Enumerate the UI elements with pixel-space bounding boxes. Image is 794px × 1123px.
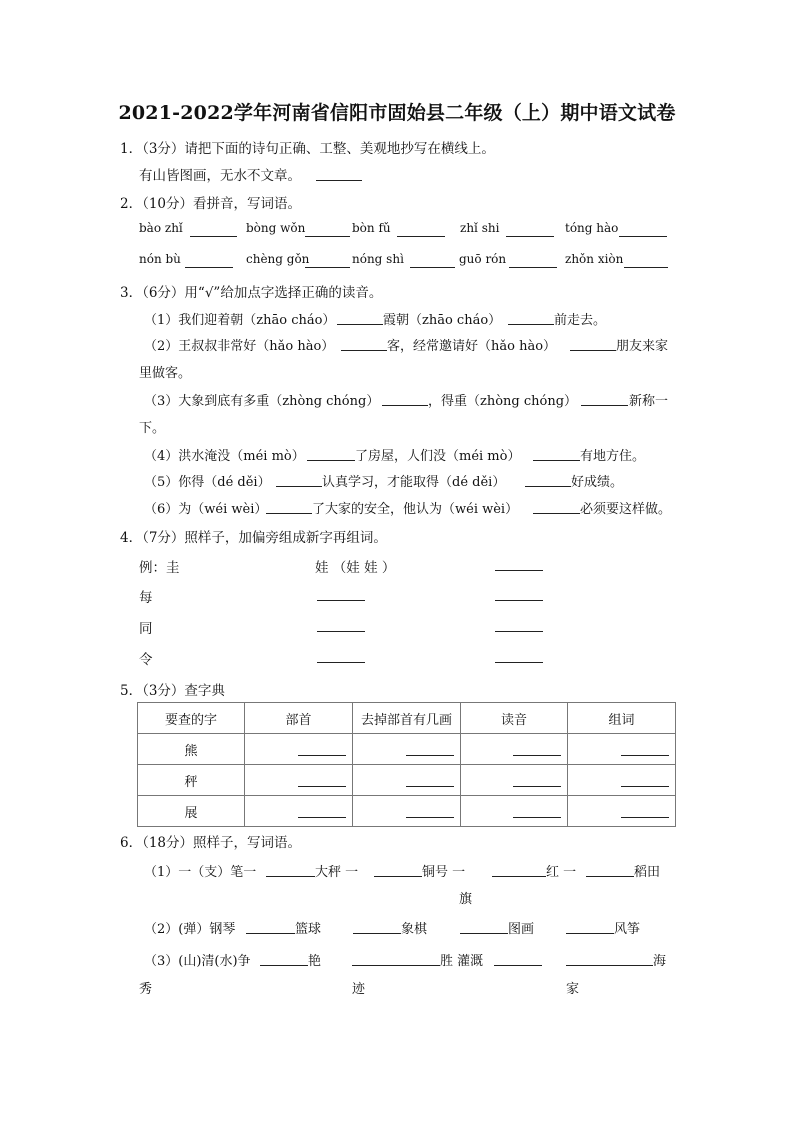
q3-line5-blank2[interactable] bbox=[525, 486, 571, 487]
q6-line2-blank2[interactable] bbox=[353, 933, 401, 934]
table-cell[interactable] bbox=[461, 796, 568, 827]
q1-heading: 1．（3分）请把下面的诗句正确、工整、美观地抄写在横线上。 bbox=[120, 141, 495, 157]
q3-line4-c: 有地方住。 bbox=[580, 449, 646, 464]
q2-pinyin-10: zhǒn xiòn bbox=[565, 252, 624, 266]
q6-line1-b: 大秤 一 bbox=[315, 865, 359, 880]
q3-line1-blank1[interactable] bbox=[337, 324, 383, 325]
q2-pinyin-1: bào zhǐ bbox=[139, 221, 183, 235]
q2-blank-6[interactable] bbox=[185, 267, 233, 268]
q4-blank-1b[interactable] bbox=[495, 600, 543, 601]
q6-line1-a: （1）一（支）笔一 bbox=[144, 865, 257, 880]
q5-heading: 5．（3分）查字典 bbox=[120, 683, 225, 699]
q6-line1-blank1[interactable] bbox=[266, 876, 315, 877]
q6-line3-blank1[interactable] bbox=[260, 965, 308, 966]
table-header: 组词 bbox=[568, 703, 676, 734]
table-cell[interactable] bbox=[245, 796, 353, 827]
q3-line3-a: （3）大象到底有多重（zhòng chóng） bbox=[144, 394, 380, 409]
q3-line2-c: 朋友来家 bbox=[616, 339, 669, 354]
q3-line2-b: 客，经常邀请好（hǎo hào） bbox=[387, 339, 557, 354]
q2-blank-10[interactable] bbox=[624, 267, 668, 268]
q6-line1-e: 稻田 bbox=[634, 865, 661, 880]
q2-pinyin-8: nóng shì bbox=[352, 252, 404, 266]
table-header: 去掉部首有几画 bbox=[353, 703, 461, 734]
q3-line1-b: 霞朝（zhāo cháo） bbox=[383, 313, 502, 328]
q6-line3-blank2[interactable] bbox=[352, 965, 440, 966]
table-cell[interactable] bbox=[568, 734, 676, 765]
q2-blank-4[interactable] bbox=[506, 236, 554, 237]
q3-line5-b: 认真学习，才能取得（dé děi） bbox=[322, 475, 506, 490]
q6-line2-blank1[interactable] bbox=[246, 933, 295, 934]
q3-line3-cont: 下。 bbox=[139, 421, 166, 436]
q6-line1-blank3[interactable] bbox=[492, 876, 546, 877]
q3-line5-a: （5）你得（dé děi） bbox=[144, 475, 271, 490]
q2-blank-8[interactable] bbox=[410, 267, 455, 268]
q2-heading: 2．（10分）看拼音，写词语。 bbox=[120, 196, 302, 212]
q3-line4-a: （4）洪水淹没（méi mò） bbox=[144, 449, 305, 464]
page-title: 2021-2022学年河南省信阳市固始县二年级（上）期中语文试卷 bbox=[118, 102, 676, 124]
q6-line3-d: 海 bbox=[653, 954, 667, 969]
table-cell[interactable] bbox=[245, 765, 353, 796]
table-cell[interactable] bbox=[461, 734, 568, 765]
q3-line2-a: （2）王叔叔非常好（hǎo hào） bbox=[144, 339, 335, 354]
table-cell[interactable] bbox=[568, 796, 676, 827]
q6-line3-a: （3）(山)清(水)争 bbox=[144, 954, 251, 969]
q6-line1-d: 红 一 bbox=[546, 865, 577, 880]
q6-line2-b: 篮球 bbox=[295, 922, 322, 937]
q3-line3-blank2[interactable] bbox=[581, 405, 628, 406]
q6-line2-e: 风筝 bbox=[614, 922, 641, 937]
q6-line3-cont-2: 迹 bbox=[352, 982, 366, 997]
q6-line2-blank4[interactable] bbox=[566, 933, 614, 934]
q2-pinyin-2: bòng wǒn bbox=[246, 221, 306, 235]
q4-char-2: 同 bbox=[139, 621, 153, 637]
q4-char-1: 每 bbox=[139, 590, 153, 606]
q1-poem-text: 有山皆图画，无水不文章。 bbox=[139, 168, 301, 184]
q2-blank-2[interactable] bbox=[305, 236, 350, 237]
table-cell[interactable] bbox=[353, 796, 461, 827]
q6-line2-a: （2）(弹）钢琴 bbox=[144, 922, 236, 937]
q6-line3-blank4[interactable] bbox=[566, 965, 653, 966]
q3-line1-c: 前走去。 bbox=[554, 313, 607, 328]
q3-line3-c: 新称一 bbox=[629, 394, 669, 409]
q3-line6-b: 了大家的安全，他认为（wéi wèi） bbox=[312, 502, 519, 517]
q3-line2-blank2[interactable] bbox=[570, 350, 616, 351]
q2-blank-9[interactable] bbox=[509, 267, 557, 268]
q2-blank-7[interactable] bbox=[305, 267, 350, 268]
q3-line2-cont: 里做客。 bbox=[139, 366, 192, 381]
q2-blank-3[interactable] bbox=[397, 236, 445, 237]
q6-line3-c: 胜 灌溉 bbox=[440, 954, 484, 969]
q4-blank-2a[interactable] bbox=[317, 631, 365, 632]
q2-pinyin-9: guō rón bbox=[459, 252, 507, 266]
table-header: 读音 bbox=[461, 703, 568, 734]
q4-example-blank[interactable] bbox=[495, 570, 543, 571]
q6-line2-blank3[interactable] bbox=[460, 933, 508, 934]
q2-pinyin-4: zhǐ shi bbox=[460, 221, 500, 235]
q6-line3-cont-3: 家 bbox=[566, 982, 580, 997]
q3-line5-blank1[interactable] bbox=[276, 486, 322, 487]
q3-line3-b: ，得重（zhòng chóng） bbox=[428, 394, 578, 409]
table-row bbox=[138, 765, 676, 796]
q6-line1-blank2[interactable] bbox=[374, 876, 422, 877]
table-header: 要查的字 bbox=[138, 703, 245, 734]
table-char: 熊 bbox=[138, 734, 245, 765]
q3-line1-a: （1）我们迎着朝（zhāo cháo） bbox=[144, 313, 336, 328]
q4-heading: 4．（7分）照样子，加偏旁组成新字再组词。 bbox=[120, 530, 387, 546]
q3-line4-blank2[interactable] bbox=[533, 460, 580, 461]
q3-line6-c: 必须要这样做。 bbox=[580, 502, 672, 517]
q3-line4-blank1[interactable] bbox=[307, 460, 355, 461]
q4-blank-3b[interactable] bbox=[495, 662, 543, 663]
q2-pinyin-5: tóng hào bbox=[565, 221, 619, 235]
table-row bbox=[138, 734, 676, 765]
table-header-row bbox=[138, 703, 676, 734]
q6-line3-b: 艳 bbox=[308, 954, 322, 969]
q6-line2-d: 图画 bbox=[508, 922, 535, 937]
q3-line5-c: 好成绩。 bbox=[571, 475, 624, 490]
q2-pinyin-7: chèng gǒn bbox=[246, 252, 310, 266]
q3-line6-a: （6）为（wéi wèi） bbox=[144, 502, 268, 517]
q6-line2-c: 象棋 bbox=[401, 922, 428, 937]
q4-blank-2b[interactable] bbox=[495, 631, 543, 632]
table-cell[interactable] bbox=[353, 734, 461, 765]
q2-blank-1[interactable] bbox=[190, 236, 237, 237]
q1-answer-blank[interactable] bbox=[316, 180, 362, 181]
q1-poem-line bbox=[139, 164, 301, 184]
q6-line1-cont: 旗 bbox=[459, 892, 473, 907]
q4-char-3: 令 bbox=[139, 652, 153, 668]
table-char: 秤 bbox=[138, 765, 245, 796]
q3-line6-blank2[interactable] bbox=[533, 513, 580, 514]
q3-heading: 3．（6分）用“√”给加点字选择正确的读音。 bbox=[120, 285, 383, 301]
q4-example-word: 娃 （娃 娃 ） bbox=[315, 560, 396, 576]
q3-line6-blank1[interactable] bbox=[266, 513, 312, 514]
q3-line4-b: 了房屋，人们没（méi mò） bbox=[355, 449, 521, 464]
table-cell[interactable] bbox=[353, 765, 461, 796]
table-row bbox=[138, 796, 676, 827]
q4-blank-3a[interactable] bbox=[317, 662, 365, 663]
q6-heading: 6．（18分）照样子，写词语。 bbox=[120, 835, 302, 851]
q6-line3-cont-1: 秀 bbox=[139, 982, 153, 997]
q3-line3-blank1[interactable] bbox=[382, 405, 428, 406]
q4-example-label: 例：圭 bbox=[139, 560, 180, 576]
q6-line1-blank4[interactable] bbox=[586, 876, 634, 877]
q2-pinyin-6: nón bù bbox=[139, 252, 181, 266]
q2-pinyin-3: bòn fǔ bbox=[352, 221, 391, 235]
table-cell[interactable] bbox=[245, 734, 353, 765]
dictionary-table bbox=[137, 702, 676, 827]
q3-line1-blank2[interactable] bbox=[508, 324, 554, 325]
q4-blank-1a[interactable] bbox=[317, 600, 365, 601]
q6-line1-c: 铜号 一 bbox=[422, 865, 466, 880]
table-header: 部首 bbox=[245, 703, 353, 734]
table-cell[interactable] bbox=[461, 765, 568, 796]
q3-line2-blank1[interactable] bbox=[341, 350, 387, 351]
q2-blank-5[interactable] bbox=[619, 236, 667, 237]
q6-line3-blank3[interactable] bbox=[494, 965, 542, 966]
table-cell[interactable] bbox=[568, 765, 676, 796]
table-char: 展 bbox=[138, 796, 245, 827]
